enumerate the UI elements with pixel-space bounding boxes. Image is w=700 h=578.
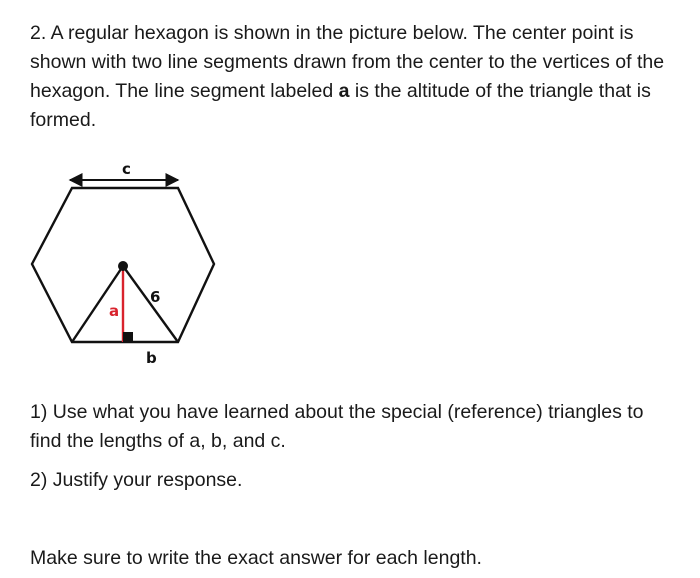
label-c: c (122, 160, 131, 178)
exact-answer-note: Make sure to write the exact answer for each length. (30, 547, 482, 569)
problem-statement (30, 19, 680, 135)
label-6: 6 (150, 288, 161, 306)
problem-text-after: is the altitude of the triangle that is formed. (30, 80, 651, 131)
problem-bold-a: a (338, 80, 350, 102)
label-a: a (109, 302, 120, 320)
question-1: 1) Use what you have learned about the special (reference) triangles to find the lengths of a, b, and c. (30, 401, 644, 452)
question-2: 2) Justify your response. (30, 469, 243, 491)
label-b: b (146, 349, 157, 367)
right-angle-marker (123, 332, 133, 342)
hexagon-figure (20, 150, 240, 380)
center-point (118, 261, 128, 271)
problem-number: 2. (30, 22, 47, 44)
problem-text-before: A regular hexagon is shown in the picture below. The center point is shown with two line segments drawn from the center to the vertices of the hexagon. The line segment labeled (30, 22, 665, 102)
